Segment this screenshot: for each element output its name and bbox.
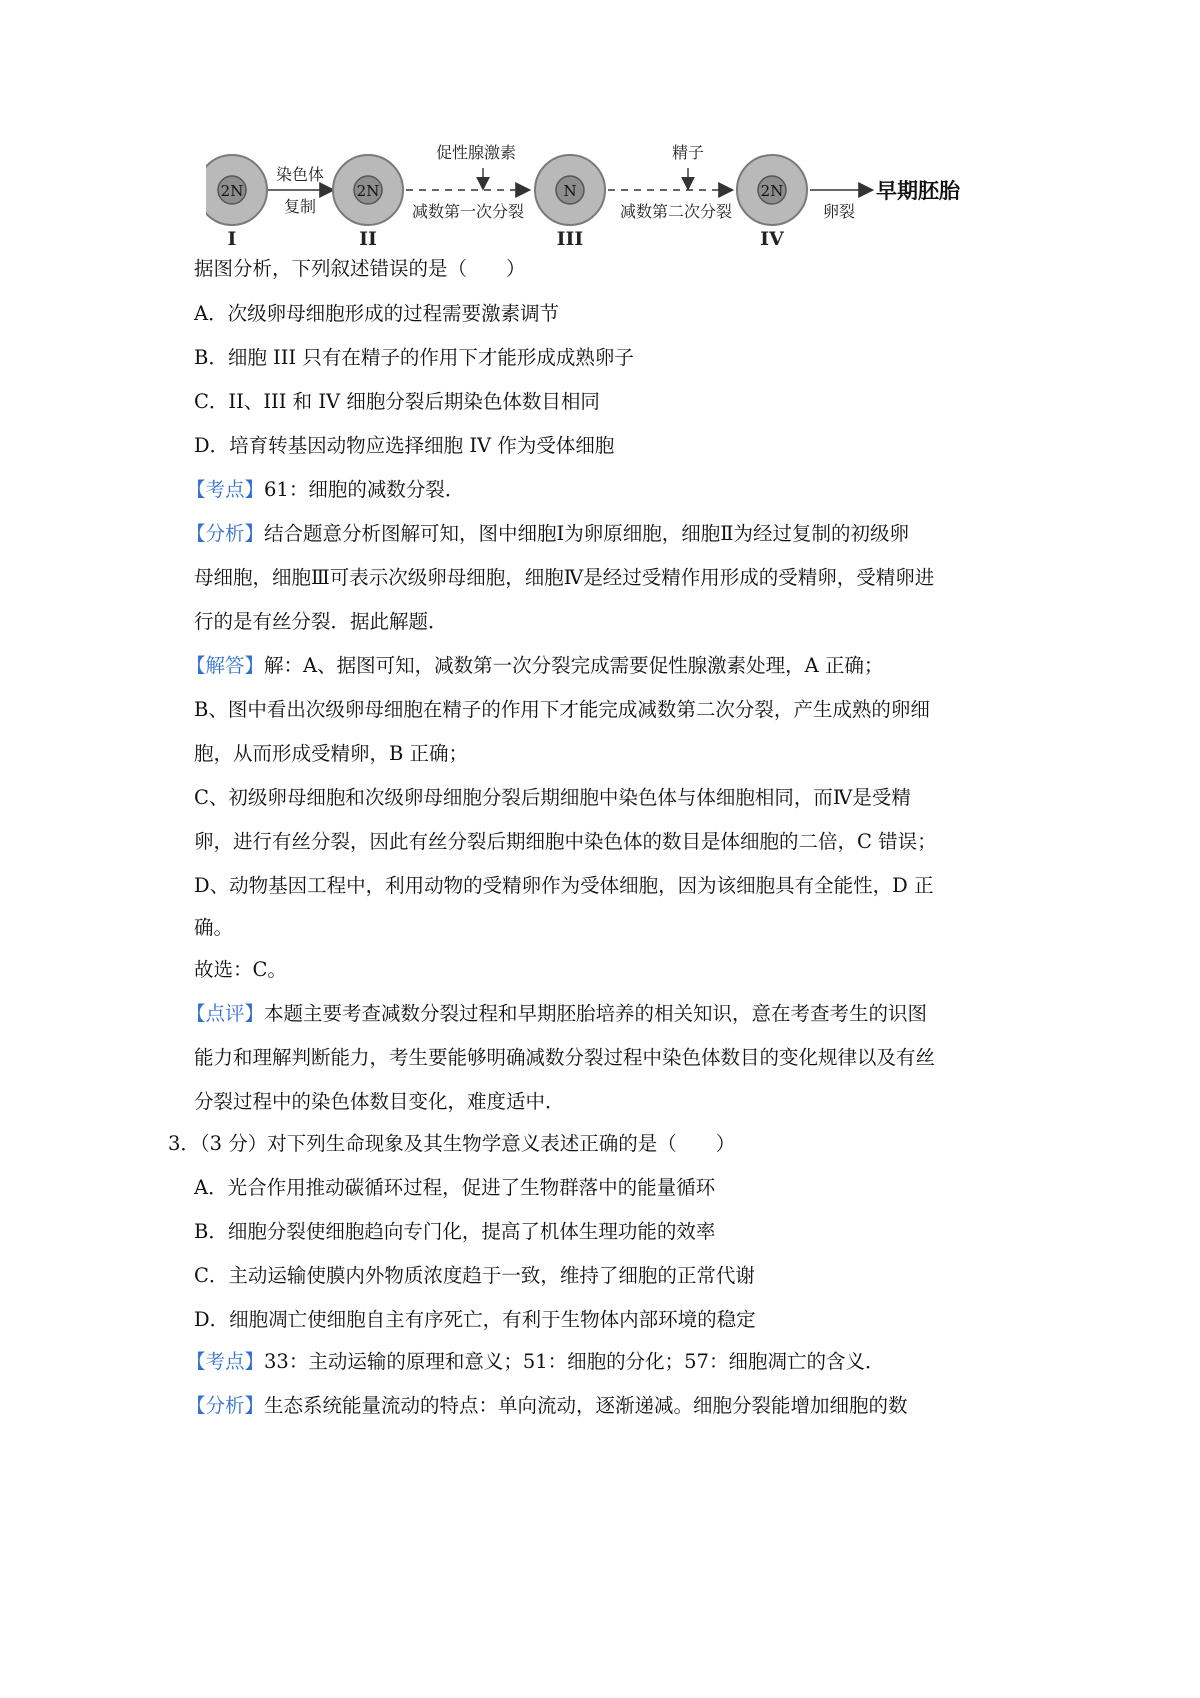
- q2-stem: 据图分析，下列叙述错误的是（ ）: [194, 257, 526, 280]
- q3-kaodian-tag: 【考点】: [186, 1350, 265, 1373]
- kaodian-tag: 【考点】: [186, 478, 265, 501]
- q2-dianping: [186, 999, 1200, 1029]
- q3-option-b: B．细胞分裂使细胞趋向专门化，提高了机体生理功能的效率: [194, 1220, 716, 1243]
- arrow-cleavage: [810, 179, 961, 221]
- jieda-first: 解：A、据图可知，减数第一次分裂完成需要促性腺激素处理，A 正确；: [264, 654, 884, 677]
- arrow-replication: [268, 165, 332, 216]
- q3-stem: （3 分）对下列生命现象及其生物学意义表述正确的是（ ）: [199, 1132, 736, 1155]
- q3-fenxi: [186, 1391, 1200, 1421]
- arrow1-top-label: 染色体: [275, 165, 325, 184]
- q2-kaodian: [186, 475, 1200, 505]
- fenxi-line-1: 结合题意分析图解可知，图中细胞Ⅰ为卵原细胞，细胞Ⅱ为经过复制的初级卵: [264, 522, 909, 545]
- cell-I-label: 2N: [220, 182, 244, 200]
- q3-option-d: D．细胞凋亡使细胞自主有序死亡，有利于生物体内部环境的稳定: [194, 1308, 756, 1331]
- arrow2-bottom-label: 减数第一次分裂: [411, 202, 525, 221]
- cell-IV-label: 2N: [760, 182, 784, 200]
- cell-IV: [737, 155, 807, 250]
- q3-number: 3．: [168, 1132, 200, 1155]
- arrow-meiosis-2: [608, 143, 732, 221]
- jieda-answer: 故选：C。: [194, 958, 287, 981]
- cell-I: [206, 155, 267, 250]
- q3-fenxi-tag: 【分析】: [186, 1394, 265, 1417]
- dianping-line-1: 能力和理解判断能力，考生要能够明确减数分裂过程中染色体数目的变化规律以及有丝: [194, 1046, 936, 1069]
- jieda-line-4: 卵，进行有丝分裂，因此有丝分裂后期细胞中染色体的数目是体细胞的二倍，C 错误；: [194, 830, 937, 853]
- q2-option-a: A．次级卵母细胞形成的过程需要激素调节: [194, 302, 560, 325]
- cell-III-roman: III: [556, 228, 584, 250]
- cell-IV-roman: IV: [760, 228, 784, 250]
- fenxi-line-3: 行的是有丝分裂．据此解题．: [194, 610, 448, 633]
- arrow-meiosis-1: [406, 143, 528, 221]
- dianping-tag: 【点评】: [186, 1002, 265, 1025]
- cell-III-label: N: [563, 182, 577, 200]
- q3-option-a: A．光合作用推动碳循环过程，促进了生物群落中的能量循环: [194, 1176, 716, 1199]
- dianping-line-2: 分裂过程中的染色体数目变化，难度适中．: [194, 1090, 565, 1113]
- q2-fenxi: [186, 519, 1200, 549]
- fenxi-tag: 【分析】: [186, 522, 265, 545]
- jieda-line-3: C、初级卵母细胞和次级卵母细胞分裂后期细胞中染色体与体细胞相同，而Ⅳ是受精: [194, 786, 911, 809]
- cell-III: [535, 155, 605, 250]
- q2-option-d: D．培育转基因动物应选择细胞 IV 作为受体细胞: [194, 434, 615, 457]
- cell-II-roman: II: [359, 228, 377, 250]
- arrow3-bottom-label: 减数第二次分裂: [619, 202, 733, 221]
- cell-II-label: 2N: [356, 182, 380, 200]
- jieda-line-6: 确。: [194, 916, 234, 939]
- jieda-tag: 【解答】: [186, 654, 265, 677]
- q2-jieda: [186, 651, 1200, 681]
- jieda-line-2: 胞，从而形成受精卵，B 正确；: [194, 742, 469, 765]
- arrow3-top-label: 精子: [671, 143, 705, 162]
- arrow2-top-label: 促性腺激素: [435, 143, 517, 162]
- arrow1-bottom-label: 复制: [283, 197, 317, 216]
- cell-II: [333, 155, 403, 250]
- early-embryo-label: 早期胚胎: [876, 179, 960, 203]
- q3-option-c: C．主动运输使膜内外物质浓度趋于一致，维持了细胞的正常代谢: [194, 1264, 755, 1287]
- q3-stem-line: [168, 1129, 1200, 1159]
- q3-fenxi-text: 生态系统能量流动的特点：单向流动，逐渐递减。细胞分裂能增加细胞的数: [264, 1394, 908, 1417]
- q3-kaodian-text: 33：主动运输的原理和意义；51：细胞的分化；57：细胞凋亡的含义．: [264, 1350, 885, 1373]
- q2-option-b: B．细胞 III 只有在精子的作用下才能形成成熟卵子: [194, 346, 634, 369]
- jieda-line-5: D、动物基因工程中，利用动物的受精卵作为受体细胞，因为该细胞具有全能性，D 正: [194, 874, 934, 897]
- q3-kaodian: [186, 1347, 1200, 1377]
- dianping-first: 本题主要考查减数分裂过程和早期胚胎培养的相关知识，意在考查考生的识图: [264, 1002, 928, 1025]
- arrow4-bottom-label: 卵裂: [822, 202, 856, 221]
- q2-option-c: C．II、III 和 IV 细胞分裂后期染色体数目相同: [194, 390, 600, 413]
- kaodian-text: 61：细胞的减数分裂．: [264, 478, 465, 501]
- fenxi-line-2: 母细胞，细胞Ⅲ可表示次级卵母细胞，细胞Ⅳ是经过受精作用形成的受精卵，受精卵进: [194, 566, 935, 589]
- jieda-line-1: B、图中看出次级卵母细胞在精子的作用下才能完成减数第二次分裂，产生成熟的卵细: [194, 698, 930, 721]
- cell-I-roman: I: [227, 228, 237, 250]
